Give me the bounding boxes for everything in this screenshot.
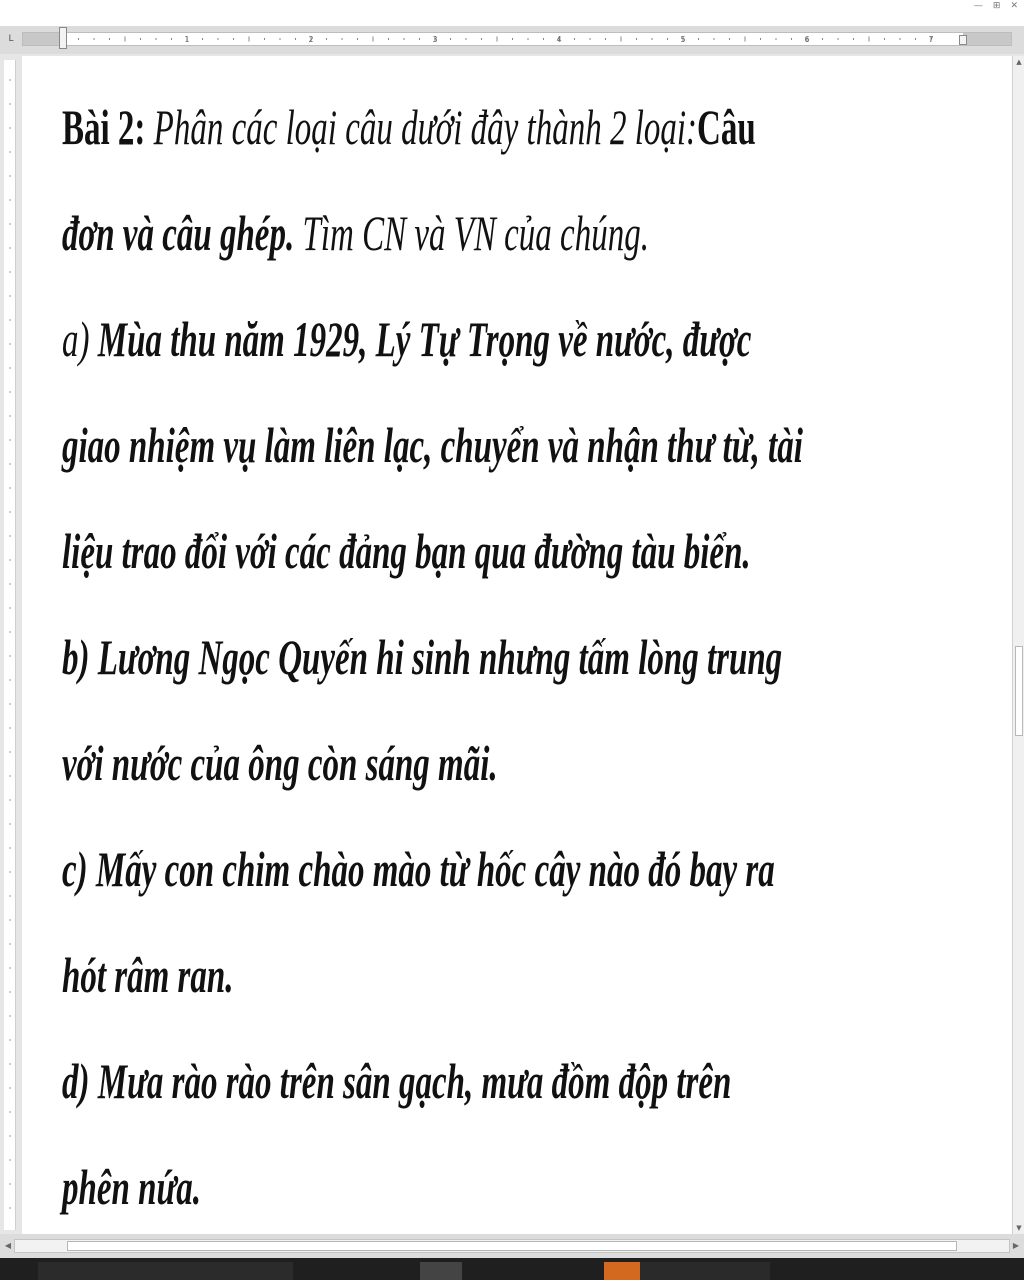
vertical-scrollbar[interactable] [1012, 56, 1024, 1234]
horizontal-scroll-thumb[interactable] [67, 1241, 957, 1251]
close-icon[interactable]: ✕ [1010, 1, 1018, 11]
document-body[interactable] [62, 74, 962, 1240]
text-run: Mùa thu năm 1929, Lý Tự Trọng về nước, được [97, 311, 752, 367]
text-run: Phân các loại câu dưới đây thành 2 loại: [153, 99, 698, 155]
ruler-number: 6 [804, 35, 810, 44]
document-line[interactable] [62, 1028, 732, 1134]
text-run: d) Mưa rào rào trên sân gạch, mưa đồm độp trên [62, 1053, 732, 1109]
document-line[interactable] [62, 392, 803, 498]
text-run: giao nhiệm vụ làm liên lạc, chuyển và nhận thư từ, tài [62, 417, 803, 473]
text-run: phên nứa. [62, 1159, 201, 1215]
window-titlebar [0, 0, 1024, 26]
vertical-scroll-thumb[interactable] [1015, 646, 1023, 736]
right-indent-marker[interactable] [959, 35, 967, 45]
ruler-number: 4 [556, 35, 562, 44]
text-run: Bài 2: [62, 99, 154, 155]
text-run: Tìm CN và VN của chúng. [302, 205, 649, 261]
scroll-left-icon[interactable]: ◀ [4, 1241, 12, 1250]
text-run: liệu trao đổi với các đảng bạn qua đường tàu biển. [62, 523, 751, 579]
scroll-right-icon[interactable]: ▶ [1012, 1241, 1020, 1250]
document-line[interactable] [62, 74, 756, 180]
taskbar-app-button[interactable] [604, 1262, 640, 1280]
ruler-number: 1 [184, 35, 190, 44]
text-run: hót râm ran. [62, 947, 234, 1003]
ruler-number: 3 [432, 35, 438, 44]
window-controls [974, 0, 1018, 12]
minimize-icon[interactable]: — [973, 1, 983, 11]
document-line[interactable] [62, 498, 751, 604]
ruler-bar [0, 26, 1024, 54]
document-line[interactable] [62, 922, 656, 1028]
scroll-down-icon[interactable]: ▼ [1016, 1224, 1022, 1232]
document-line[interactable] [62, 1134, 656, 1240]
taskbar [0, 1258, 1024, 1280]
document-line[interactable] [62, 286, 752, 392]
taskbar-app-button[interactable] [640, 1262, 770, 1280]
vertical-ruler[interactable] [4, 60, 16, 1230]
horizontal-scroll-track[interactable] [14, 1239, 1010, 1253]
document-page[interactable] [22, 56, 1012, 1234]
left-indent-marker[interactable] [59, 27, 67, 49]
ruler-number: 2 [308, 35, 314, 44]
ruler-number: 7 [928, 35, 934, 44]
document-line[interactable] [62, 604, 783, 710]
ruler-ticks [23, 33, 1011, 45]
text-run: với nước của ông còn sáng mãi. [62, 735, 498, 791]
text-run: b) Lương Ngọc Quyến hi sinh nhưng tấm lòng trung [62, 629, 783, 685]
horizontal-scrollbar[interactable] [0, 1234, 1024, 1258]
document-line[interactable] [62, 816, 775, 922]
tab-selector[interactable]: L [8, 34, 14, 44]
text-run: a) [62, 311, 98, 367]
ruler-number: 5 [680, 35, 686, 44]
scroll-up-icon[interactable]: ▲ [1016, 58, 1022, 66]
text-run: Câu [697, 99, 756, 155]
text-run: c) Mấy con chim chào mào từ hốc cây nào đó bay ra [62, 841, 775, 897]
taskbar-app-button[interactable] [38, 1262, 293, 1280]
vertical-ruler-ticks [4, 60, 16, 1230]
document-line[interactable] [62, 180, 656, 286]
taskbar-app-button[interactable] [420, 1262, 462, 1280]
text-run: đơn và câu ghép. [62, 205, 303, 261]
document-line[interactable] [62, 710, 656, 816]
horizontal-ruler[interactable] [22, 32, 1012, 46]
restore-icon[interactable]: ⊞ [992, 1, 1001, 11]
